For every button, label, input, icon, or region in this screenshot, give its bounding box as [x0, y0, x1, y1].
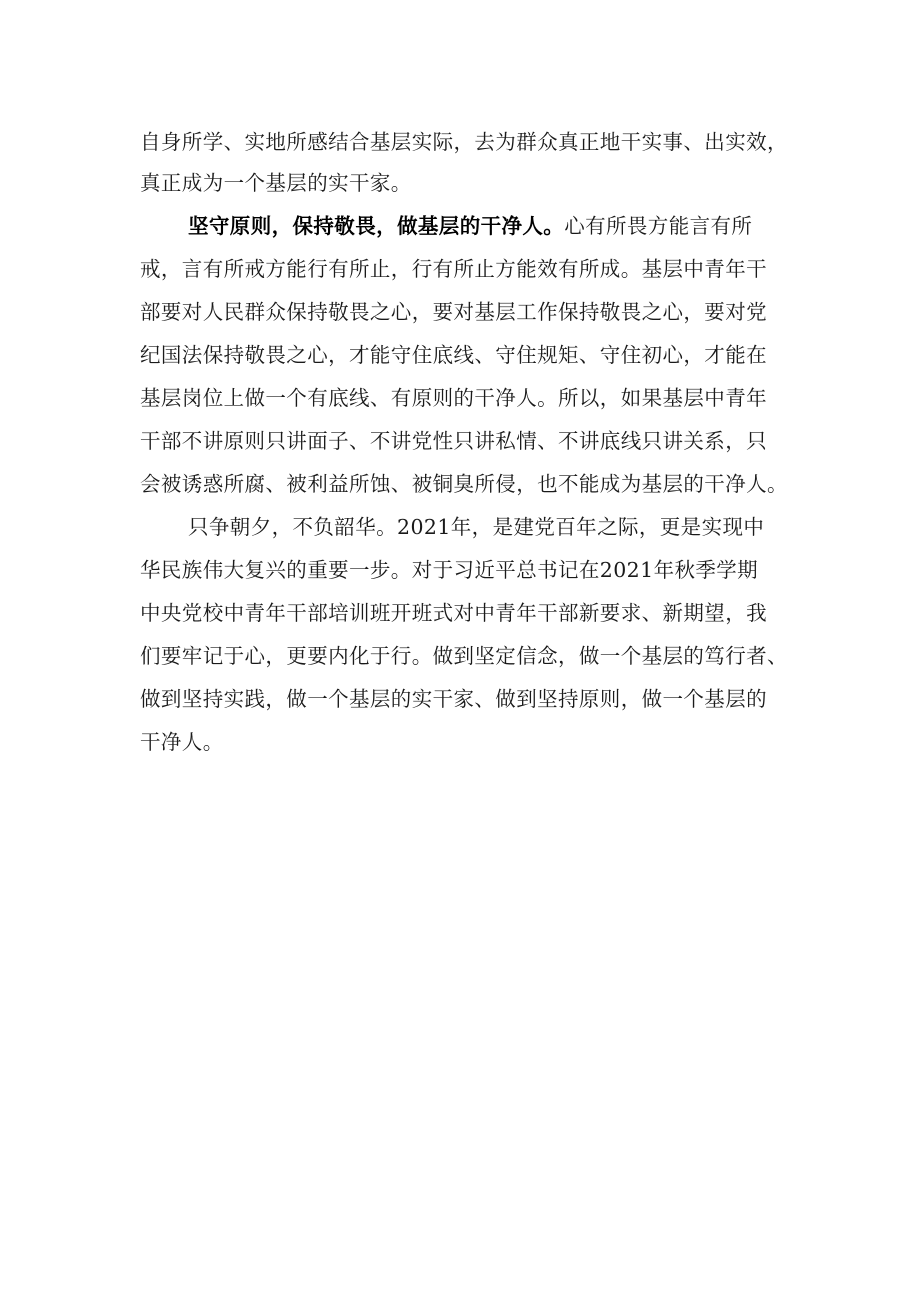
- paragraph-2-line-5: 基层岗位上做一个有底线、有原则的干净人。所以，如果基层中青年: [140, 386, 767, 410]
- paragraph-3-line-4: 们要牢记于心，更要内化于行。做到坚定信念，做一个基层的笃行者、: [140, 644, 788, 668]
- paragraph-3-line-1: 只争朝夕，不负韶华。2021年，是建党百年之际，更是实现中: [188, 515, 765, 539]
- paragraph-2-line-6: 干部不讲原则只讲面子、不讲党性只讲私情、不讲底线只讲关系，只: [140, 429, 767, 453]
- paragraph-3-line-3: 中央党校中青年干部培训班开班式对中青年干部新要求、新期望，我: [140, 601, 767, 625]
- paragraph-1-line-1: 自身所学、实地所感结合基层实际，去为群众真正地干实事、出实效，: [140, 130, 788, 154]
- paragraph-2-line-3: 部要对人民群众保持敬畏之心，要对基层工作保持敬畏之心，要对党: [140, 300, 767, 324]
- paragraph-2-heading: 坚守原则，保持敬畏，做基层的干净人。: [188, 214, 565, 238]
- paragraph-3-line-2: 华民族伟大复兴的重要一步。对于习近平总书记在2021年秋季学期: [140, 558, 759, 582]
- paragraph-1-line-2: 真正成为一个基层的实干家。: [140, 171, 412, 195]
- paragraph-2-line-4: 纪国法保持敬畏之心，才能守住底线、守住规矩、守住初心，才能在: [140, 343, 767, 367]
- paragraph-3-line-5: 做到坚持实践，做一个基层的实干家、做到坚持原则，做一个基层的: [140, 687, 767, 711]
- paragraph-3-line-6: 干净人。: [140, 730, 224, 754]
- paragraph-2-line-2: 戒，言有所戒方能行有所止，行有所止方能效有所成。基层中青年干: [140, 257, 767, 281]
- paragraph-2-line-1-rest: 心有所畏方能言有所: [564, 214, 753, 238]
- paragraph-2-line-1: [188, 206, 752, 246]
- paragraph-2-line-7: 会被诱惑所腐、被利益所蚀、被铜臭所侵，也不能成为基层的干净人。: [140, 472, 788, 496]
